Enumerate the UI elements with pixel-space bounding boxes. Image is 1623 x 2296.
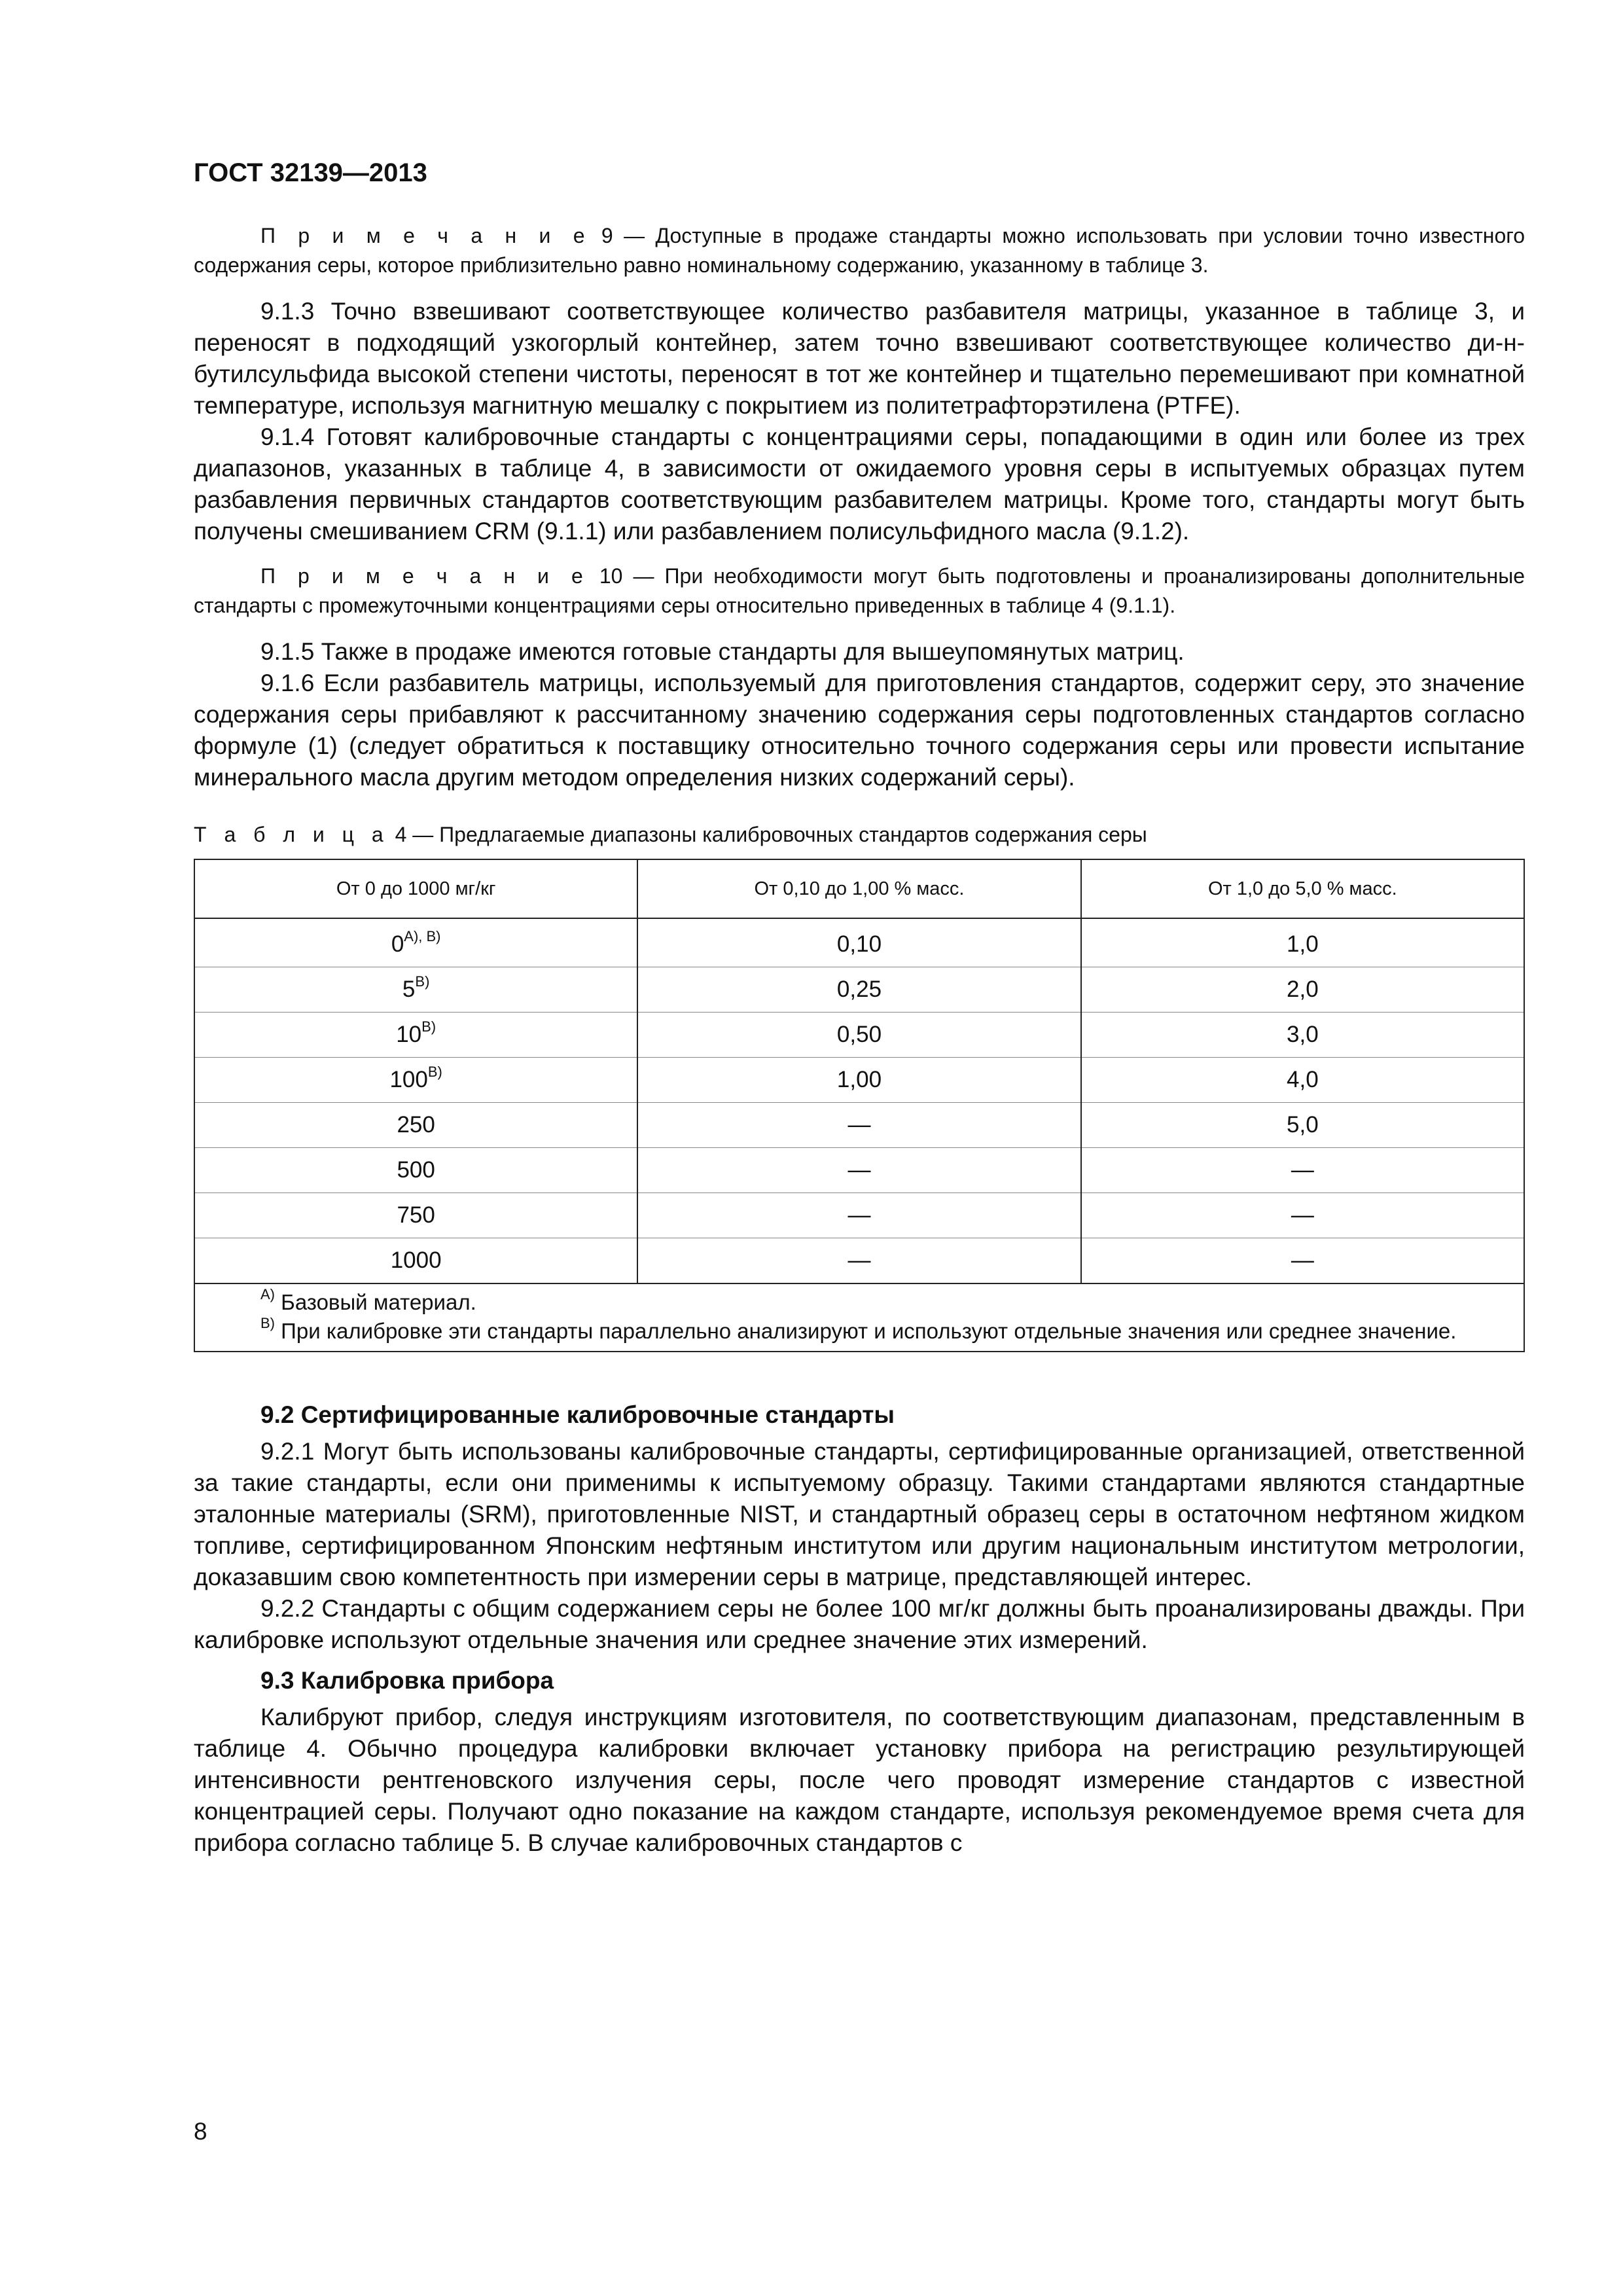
paragraph-9-3: Калибруют прибор, следуя инструкциям изготовителя, по соответствующим диапазонам, представленным в таблице 4. Обычно процедура калибровки включает установку прибора на регистрацию результирующей интенсивности рентгеновского излучения серы, после чего проводят измерение стандартов с известной концентрацией серы. Получают одно показание на каждом стандарте, используя рекомендуемое время счета для прибора согласно таблице 5. В случае калибровочных стандартов с	[194, 1704, 1525, 1856]
note-10-label: П р и м е ч а н и е	[260, 564, 589, 588]
page-number: 8	[194, 2118, 207, 2145]
section-9-3-heading: 9.3 Калибровка прибора	[260, 1667, 554, 1694]
paragraph-9-1-3: 9.1.3 Точно взвешивают соответствующее количество разбавителя матрицы, указанное в таблице 3, и переносят в подходящий узкогорлый контейнер, затем точно взвешивают соответствующее количество ди-н-бутилсульфида высокой степени чистоты, переносят в тот же контейнер и тщательно перемешивают при комнатной температуре, используя магнитную мешалку с покрытием из политетрафторэтилена (PTFE).	[194, 298, 1525, 419]
table-cell: 3,0	[1081, 1013, 1524, 1058]
table-cell: 0,10	[637, 918, 1080, 967]
note-9-label: П р и м е ч а н и е	[260, 224, 591, 247]
table-cell: 500	[194, 1148, 637, 1193]
table-row	[194, 918, 1524, 967]
paragraph-9-1-6: 9.1.6 Если разбавитель матрицы, используемый для приготовления стандартов, содержит серу, это значение содержания серы прибавляют к рассчитанному значению содержания серы подготовленных стандартов согласно формуле (1) (следует обратиться к поставщику относительно точного содержания серы или провести испытание минерального масла другим методом определения низких содержаний серы).	[194, 670, 1525, 791]
table-cell: 2,0	[1081, 967, 1524, 1013]
table-cell	[194, 967, 637, 1013]
footnote-mark: В)	[260, 1315, 275, 1331]
table-header-cell: От 0,10 до 1,00 % масс.	[637, 859, 1080, 918]
table-cell	[194, 1058, 637, 1103]
table-cell: —	[637, 1103, 1080, 1148]
cell-value: 0	[391, 931, 404, 957]
table-cell	[194, 1013, 637, 1058]
footnote-b	[208, 1317, 1510, 1346]
footnote-text: Базовый материал.	[275, 1290, 476, 1314]
footnote-text: При калибровке эти стандарты параллельно анализируют и используют отдельные значения или среднее значение.	[275, 1319, 1457, 1343]
section-9-2-heading: 9.2 Сертифицированные калибровочные стандарты	[260, 1401, 895, 1428]
document-header: ГОСТ 32139—2013	[194, 158, 427, 187]
table-cell: 750	[194, 1193, 637, 1238]
paragraph-9-1-4: 9.1.4 Готовят калибровочные стандарты с концентрациями серы, попадающими в один или более из трех диапазонов, указанных в таблице 4, в зависимости от ожидаемого уровня серы в испытуемых образцах путем разбавления первичных стандартов соответствующим разбавителем матрицы. Кроме того, стандарты могут быть получены смешиванием CRM (9.1.1) или разбавлением полисульфидного масла (9.1.2).	[194, 423, 1525, 545]
table-cell: 250	[194, 1103, 637, 1148]
footnote-ref: В)	[415, 973, 430, 990]
paragraph-9-1-5: 9.1.5 Также в продаже имеются готовые стандарты для вышеупомянутых матриц.	[260, 638, 1185, 665]
table-cell: —	[637, 1148, 1080, 1193]
table-cell: 4,0	[1081, 1058, 1524, 1103]
table-footnotes	[194, 1283, 1524, 1352]
table-4-label: Т а б л и ц а	[194, 823, 389, 846]
note-10-text: 10 — При необходимости могут быть подготовлены и проанализированы дополнительные стандарты с промежуточными концентрациями серы относительно приведенных в таблице 4 (9.1.1).	[194, 564, 1525, 617]
table-cell: —	[637, 1193, 1080, 1238]
table-row	[194, 1103, 1524, 1148]
table-cell: 1,0	[1081, 918, 1524, 967]
page-content	[194, 156, 1525, 1859]
table-cell: —	[1081, 1238, 1524, 1284]
footnote-mark: А)	[260, 1286, 275, 1302]
footnote-ref: В)	[421, 1018, 437, 1035]
note-9-text: 9 — Доступные в продаже стандарты можно использовать при условии точно известного содержания серы, которое приблизительно равно номинальному содержанию, указанному в таблице 3.	[194, 224, 1525, 277]
table-footnote-row	[194, 1283, 1524, 1352]
table-row	[194, 1013, 1524, 1058]
table-row	[194, 1058, 1524, 1103]
table-header-cell: От 0 до 1000 мг/кг	[194, 859, 637, 918]
cell-value: 100	[389, 1067, 428, 1092]
table-row	[194, 1193, 1524, 1238]
table-cell: —	[637, 1238, 1080, 1284]
table-header-row	[194, 859, 1524, 918]
table-cell: —	[1081, 1148, 1524, 1193]
note-9	[194, 221, 1525, 280]
table-4-caption: 4 — Предлагаемые диапазоны калибровочных стандартов содержания серы	[389, 823, 1147, 846]
table-row	[194, 1148, 1524, 1193]
footnote-ref: А), В)	[404, 928, 441, 944]
table-4	[194, 859, 1525, 1352]
table-cell	[194, 918, 637, 967]
note-10	[194, 562, 1525, 620]
paragraph-9-2-2: 9.2.2 Стандарты с общим содержанием серы не более 100 мг/кг должны быть проанализированы дважды. При калибровке используют отдельные значения или среднее значение этих измерений.	[194, 1595, 1525, 1653]
table-header-cell: От 1,0 до 5,0 % масс.	[1081, 859, 1524, 918]
table-cell: —	[1081, 1193, 1524, 1238]
cell-value: 5	[402, 977, 416, 1002]
footnote-a	[208, 1288, 1510, 1317]
cell-value: 10	[396, 1022, 422, 1047]
table-row	[194, 967, 1524, 1013]
table-cell: 1,00	[637, 1058, 1080, 1103]
table-cell: 0,25	[637, 967, 1080, 1013]
table-cell: 1000	[194, 1238, 637, 1284]
table-cell: 5,0	[1081, 1103, 1524, 1148]
table-cell: 0,50	[637, 1013, 1080, 1058]
table-4-title	[194, 819, 1525, 850]
paragraph-9-2-1: 9.2.1 Могут быть использованы калибровочные стандарты, сертифицированные организацией, ответственной за такие стандарты, если они применимы к испытуемому образцу. Такими стандартами являются стандартные эталонные материалы (SRM), приготовленные NIST, и стандартный образец серы в остаточном нефтяном жидком топливе, сертифицированном Японским нефтяным институтом или другим национальным институтом метрологии, доказавшим свою компетентность при измерении серы в матрице, представляющей интерес.	[194, 1438, 1525, 1590]
table-row	[194, 1238, 1524, 1284]
footnote-ref: В)	[427, 1064, 442, 1080]
